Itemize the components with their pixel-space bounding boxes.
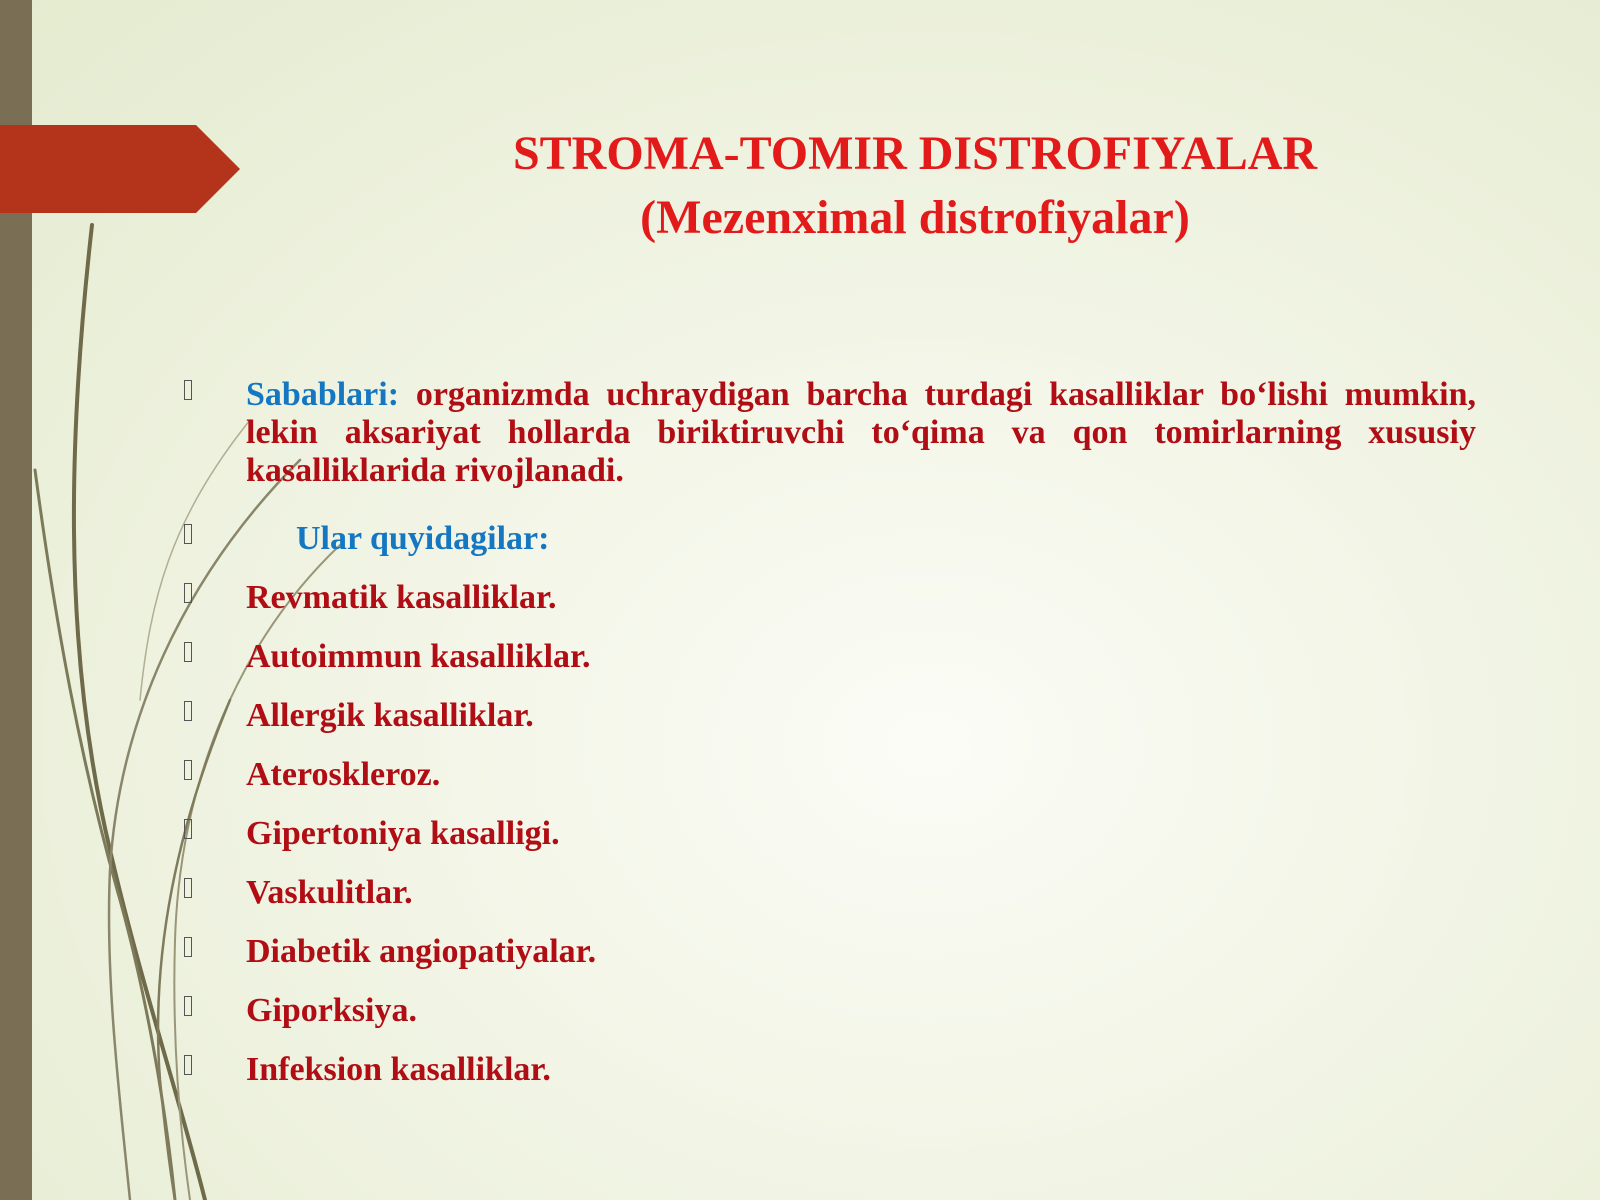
list-heading: Ular quyidagilar: xyxy=(296,520,550,557)
list-item xyxy=(184,1051,1476,1089)
list-item xyxy=(184,933,1476,971)
list-item xyxy=(184,697,1476,735)
bullet-icon xyxy=(184,937,192,957)
list-item xyxy=(184,579,1476,617)
bullet-icon xyxy=(184,583,192,603)
list-item-text: Diabetik angiopatiyalar. xyxy=(246,933,597,970)
list-item-text: Revmatik kasalliklar. xyxy=(246,579,557,616)
intro-text: organizmda uchraydigan barcha turdagi kasalliklar bo‘lishi mumkin, lekin aksariyat hollarda biriktiruvchi to‘qima va qon tomirlarning xususiy kasalliklarida rivojlanadi. xyxy=(246,376,1476,489)
list-item-text: Vaskulitlar. xyxy=(246,874,413,911)
bullet-icon xyxy=(184,524,192,544)
bullet-icon xyxy=(184,760,192,780)
list-item-text: Autoimmun kasalliklar. xyxy=(246,638,591,675)
list-item xyxy=(184,874,1476,912)
list-item-text: Ateroskleroz. xyxy=(246,756,441,793)
bullet-icon xyxy=(184,819,192,839)
list-item-heading xyxy=(184,520,1476,558)
title-arrow-decoration xyxy=(0,125,240,213)
slide-title-line1: STROMA-TOMIR DISTROFIYALAR xyxy=(512,127,1318,180)
bullet-list xyxy=(184,376,1476,1110)
bullet-icon xyxy=(184,642,192,662)
bullet-icon xyxy=(184,878,192,898)
slide-title xyxy=(415,122,1415,250)
list-item-text: Allergik kasalliklar. xyxy=(246,697,534,734)
bullet-icon xyxy=(184,380,192,400)
intro-label: Sabablari: xyxy=(246,376,400,413)
list-item xyxy=(184,815,1476,853)
list-item-text: Gipertoniya kasalligi. xyxy=(246,815,560,852)
bullet-icon xyxy=(184,996,192,1016)
list-item xyxy=(184,638,1476,676)
list-item-text: Infeksion kasalliklar. xyxy=(246,1051,551,1088)
list-item xyxy=(184,992,1476,1030)
slide-title-line2: (Mezenximal distrofiyalar) xyxy=(640,191,1190,244)
list-item-intro xyxy=(184,376,1476,490)
bullet-icon xyxy=(184,1055,192,1075)
list-item xyxy=(184,756,1476,794)
bullet-icon xyxy=(184,701,192,721)
list-item-text: Giporksiya. xyxy=(246,992,417,1029)
